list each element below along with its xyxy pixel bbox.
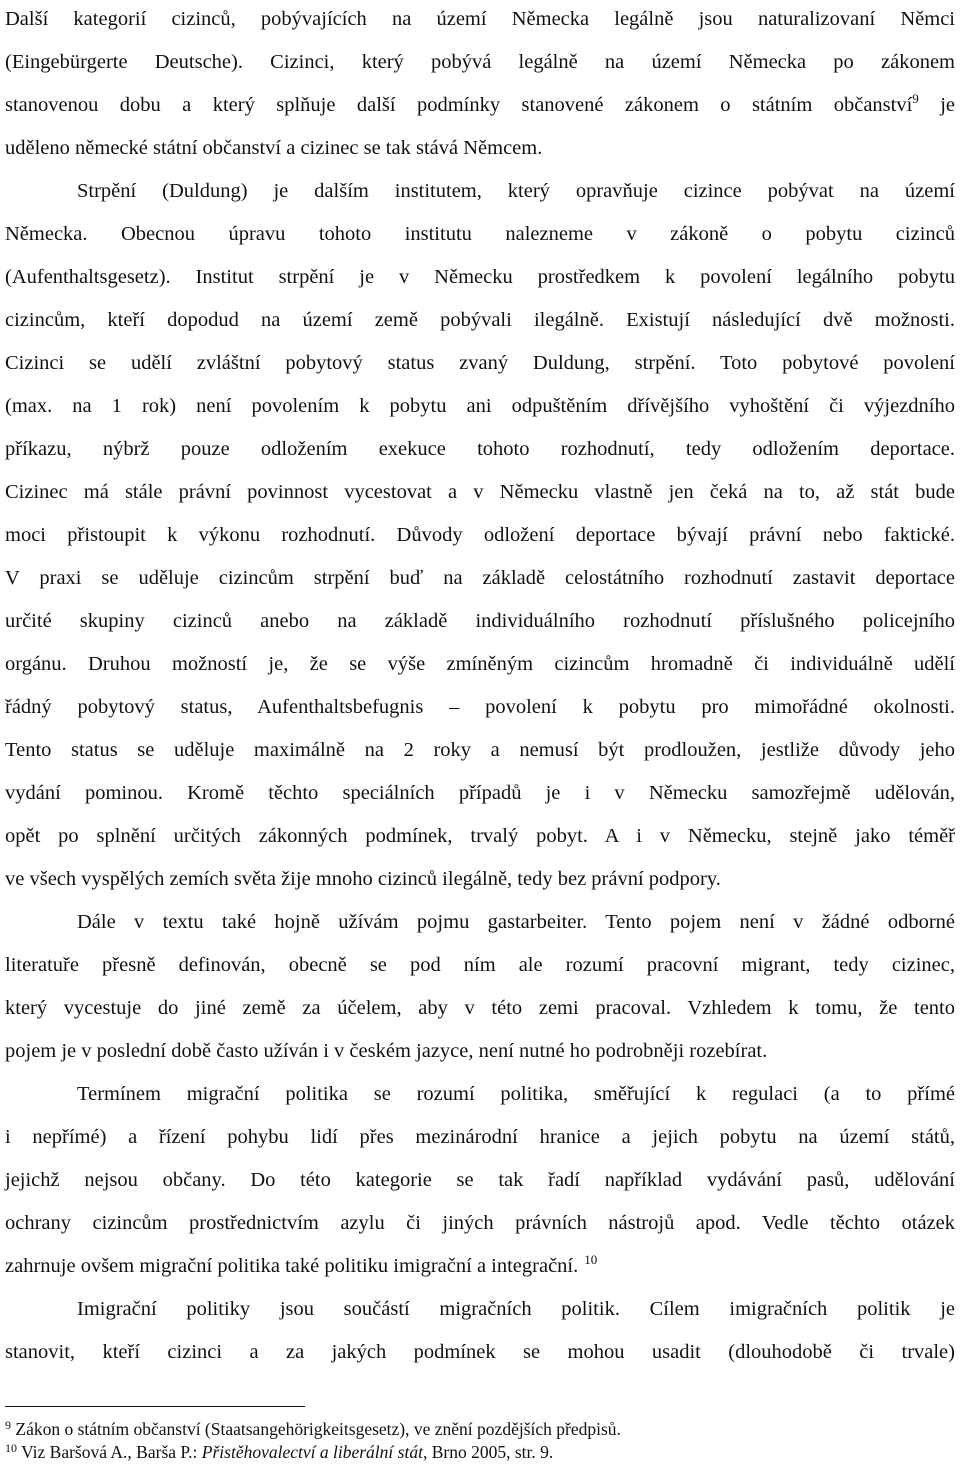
text-line: orgánu. Druhou možností je, že se výše zmíněným cizincům hromadně či individuálně udělí [5, 653, 955, 675]
footnote-book-title: Přistěhovalectví a liberální stát, [201, 1442, 428, 1462]
text-line: cizincům, kteří dopodud na území země pobývali ilegálně. Existují následující dvě možnosti. [5, 309, 955, 331]
text-line: Dále v textu také hojně užívám pojmu gastarbeiter. Tento pojem není v žádné odborné [77, 911, 955, 933]
text-line: jejichž nejsou občany. Do této kategorie se tak řadí například vydávání pasů, udělování [5, 1169, 955, 1191]
text-line: Další kategorií cizinců, pobývajících na území Německa legálně jsou naturalizovaní Němci [5, 8, 955, 30]
text-line: Strpění (Duldung) je dalším institutem, který opravňuje cizince pobývat na území [77, 180, 955, 202]
footnote-text: Viz Baršová A., Barša P.: [21, 1442, 202, 1462]
text-line: Cizinci se udělí zvláštní pobytový status zvaný Duldung, strpění. Toto pobytové povolení [5, 352, 955, 374]
text-line: stanovit, kteří cizinci a za jakých podmínek se mohou usadit (dlouhodobě či trvale) [5, 1341, 955, 1363]
text-line: opět po splnění určitých zákonných podmínek, trvalý pobyt. A i v Německu, stejně jako téměř [5, 825, 955, 847]
text-span: je [918, 94, 955, 116]
text-line: moci přistoupit k výkonu rozhodnutí. Důvody odložení deportace bývají právní nebo faktické. [5, 524, 955, 546]
footnote-divider [5, 1406, 305, 1407]
text-line: ochrany cizincům prostřednictvím azylu či jiných právních nástrojů apod. Vedle těchto otázek [5, 1212, 955, 1234]
text-line: (max. na 1 rok) není povolením k pobytu ani odpuštěním dřívějšího vyhoštění či výjezdního [5, 395, 955, 417]
footnote-text: Brno 2005, str. 9. [427, 1442, 554, 1462]
footnote-ref-10: 10 [584, 1252, 598, 1267]
text-line [5, 92, 955, 118]
text-line: Tento status se uděluje maximálně na 2 roky a nemusí být prodloužen, jestliže důvody jeho [5, 739, 955, 761]
text-span: zahrnuje ovšem migrační politika také politiku imigrační a integrační. [5, 1255, 579, 1277]
text-line: Cizinec má stále právní povinnost vycestovat a v Německu vlastně jen čeká na to, až stát bude [5, 481, 955, 503]
text-span: stanovenou dobu a který splňuje další podmínky stanovené zákonem o státním občanství [5, 94, 913, 116]
text-line: uděleno německé státní občanství a cizinec se tak stává Němcem. [5, 137, 543, 159]
text-line: řádný pobytový status, Aufenthaltsbefugnis – povolení k pobytu pro mimořádné okolnosti. [5, 696, 955, 718]
footnote-9 [5, 1419, 621, 1441]
text-line [5, 1253, 955, 1279]
footnote-text: Zákon o státním občanství (Staatsangehörigkeitsgesetz), ve znění pozdějších předpisů. [15, 1419, 621, 1439]
text-line: (Aufenthaltsgesetz). Institut strpění je v Německu prostředkem k povolení legálního pobytu [5, 266, 955, 288]
text-line: i nepřímé) a řízení pohybu lidí přes mezinárodní hranice a jejich pobytu na území států, [5, 1126, 955, 1148]
footnote-ref-9: 9 [912, 91, 919, 106]
footnote-10 [5, 1442, 553, 1464]
text-line: Německa. Obecnou úpravu tohoto institutu nalezneme v zákoně o pobytu cizinců [5, 223, 955, 245]
footnote-number: 10 [5, 1441, 17, 1455]
text-line: literatuře přesně definován, obecně se pod ním ale rozumí pracovní migrant, tedy cizinec, [5, 954, 955, 976]
text-line: Imigrační politiky jsou součástí migračních politik. Cílem imigračních politik je [77, 1298, 955, 1320]
text-line: ve všech vyspělých zemích světa žije mnoho cizinců ilegálně, tedy bez právní podpory. [5, 868, 721, 890]
footnote-number: 9 [5, 1418, 11, 1432]
text-line: V praxi se uděluje cizincům strpění buď na základě celostátního rozhodnutí zastavit deportace [5, 567, 955, 589]
text-line: (Eingebürgerte Deutsche). Cizinci, který pobývá legálně na území Německa po zákonem [5, 51, 955, 73]
text-line: který vycestuje do jiné země za účelem, aby v této zemi pracoval. Vzhledem k tomu, že tento [5, 997, 955, 1019]
text-line: určité skupiny cizinců anebo na základě individuálního rozhodnutí příslušného policejního [5, 610, 955, 632]
text-line: příkazu, nýbrž pouze odložením exekuce tohoto rozhodnutí, tedy odložením deportace. [5, 438, 955, 460]
text-line: pojem je v poslední době často užíván i v českém jazyce, není nutné ho podrobněji rozebírat. [5, 1040, 768, 1062]
text-line: Termínem migrační politika se rozumí politika, směřující k regulaci (a to přímé [77, 1083, 955, 1105]
text-line: vydání pominou. Kromě těchto speciálních případů je i v Německu samozřejmě udělován, [5, 782, 955, 804]
